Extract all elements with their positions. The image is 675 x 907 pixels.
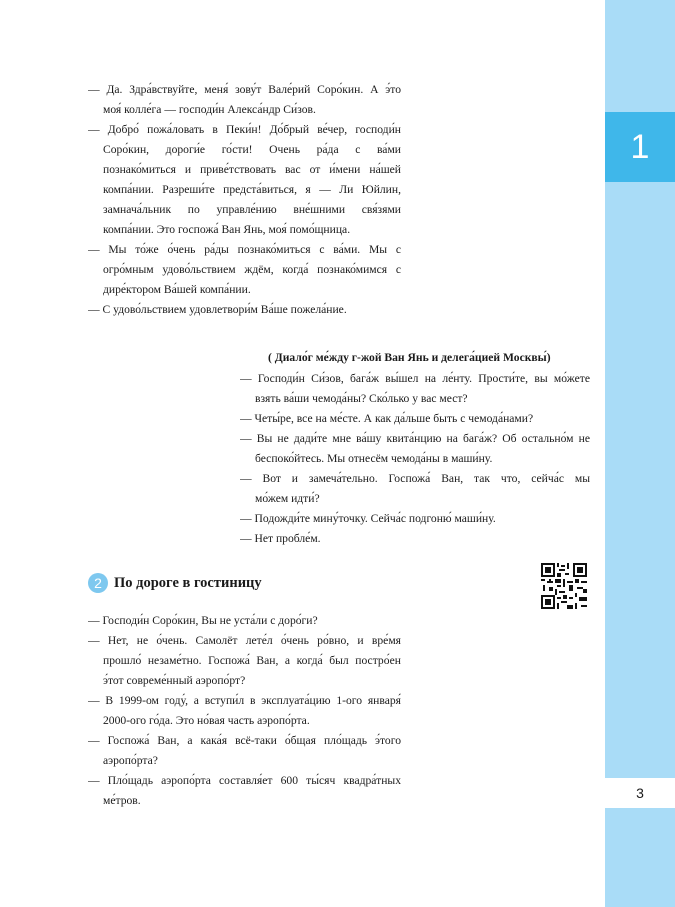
dialogue-line (88, 691, 401, 731)
dialogue-line (240, 529, 590, 549)
dialogue-line (240, 369, 590, 409)
dialog-2 (240, 369, 590, 549)
text-line: э́тот совреме́нный аэропо́рт? (103, 674, 246, 687)
dialogue-line (240, 409, 590, 429)
text-line: дире́ктором Ва́шей компа́нии. (103, 283, 251, 296)
text-line: аэропо́рта? (103, 754, 158, 767)
text-line: — Госпожа́ Ван, а кака́я всё-таки о́бщая пло́щадь э́того (88, 734, 401, 747)
text-line: — Мы то́же о́чень ра́ды познако́миться с ва́ми. Мы с (88, 243, 401, 256)
text-line: огро́мным удово́льствием ждём, когда́ познако́мимся с (103, 263, 401, 276)
text-line: — Четы́ре, все на ме́сте. А как да́льше быть с чемода́нами? (240, 412, 534, 425)
text-line: — Вот и замеча́тельно. Госпожа́ Ван, так что, сейча́с мы (240, 472, 590, 485)
dialogue-line (240, 509, 590, 529)
dialog-1 (88, 80, 401, 320)
dialogue-line (88, 80, 401, 120)
text-line: компа́нии. Разреши́те предста́виться, я — Ли Юйлин, (103, 183, 401, 196)
page-number: 3 (605, 778, 675, 808)
text-line: мо́жем идти́? (255, 492, 320, 505)
text-line: — В 1999-ом году́, а вступи́л в эксплуата́цию 1-ого января́ (88, 694, 401, 707)
section-heading (88, 571, 262, 595)
text-line: — С удово́льствием удовлетвори́м Ва́ше пожела́ние. (88, 303, 347, 316)
dialogue-line (240, 429, 590, 469)
text-line: — Подожди́те мину́точку. Сейча́с подгоню́ маши́ну. (240, 512, 496, 525)
text-line: — Вы не дади́те мне ва́шу квита́нцию на бага́ж? Об остально́м не (240, 432, 590, 445)
text-line: 2000-ого го́да. Это но́вая часть аэропо́рта. (103, 714, 310, 727)
section-title: По дороге в гостиницу (114, 574, 262, 591)
text-line: ме́тров. (103, 794, 141, 807)
dialogue-line (88, 631, 401, 691)
text-line: — Нет, не о́чень. Самолёт лете́л о́чень ро́вно, и вре́мя (88, 634, 401, 647)
dialogue-line (88, 240, 401, 300)
dialogue-line (88, 120, 401, 240)
dialogue-line (88, 771, 401, 811)
chapter-number: 1 (605, 112, 675, 182)
text-line: — Добро́ пожа́ловать в Пеки́н! До́брый ве́чер, господи́н (88, 123, 401, 136)
dialogue-line (240, 469, 590, 509)
text-line: познако́миться и приве́тствовать вас от и́мени на́шей (103, 163, 401, 176)
dialogue-line (88, 731, 401, 771)
dialog-3 (88, 611, 401, 811)
qr-code-icon[interactable] (541, 563, 587, 609)
text-line: компа́нии. Это госпожа́ Ван Янь, моя́ помо́щница. (103, 223, 351, 236)
dialogue-line (88, 300, 401, 320)
text-line: — Нет пробле́м. (240, 532, 321, 545)
text-line: взять ва́ши чемода́ны? Ско́лько у вас мест? (255, 392, 468, 405)
section-number-badge: 2 (88, 573, 108, 593)
text-line: замнача́льник по управле́нию вне́шними свя́зями (103, 203, 401, 216)
dialogue-line (88, 611, 401, 631)
text-line: Соро́кин, дороги́е го́сти! Очень ра́да с ва́ми (103, 143, 401, 156)
text-line: моя́ колле́га — господи́н Алекса́ндр Си́зов. (103, 103, 316, 116)
text-line: беспоко́йтесь. Мы отнесём чемода́ны в маши́ну. (255, 452, 493, 465)
dialog-2-title: ( Диало́г ме́жду г-жой Ван Янь и делега́цией Москвы́) (268, 351, 551, 364)
text-line: прошло́ незаме́тно. Госпожа́ Ван, а когда́ был постро́ен (103, 654, 401, 667)
text-line: — Пло́щадь аэропо́рта составля́ет 600 ты́сяч квадра́тных (88, 774, 401, 787)
text-line: — Господи́н Си́зов, бага́ж вы́шел на ле́нту. Прости́те, вы мо́жете (240, 372, 590, 385)
text-line: — Да. Здра́вствуйте, меня́ зову́т Вале́рий Соро́кин. А э́то (88, 83, 401, 96)
text-line: — Господи́н Соро́кин, Вы не уста́ли с доро́ги? (88, 614, 318, 627)
